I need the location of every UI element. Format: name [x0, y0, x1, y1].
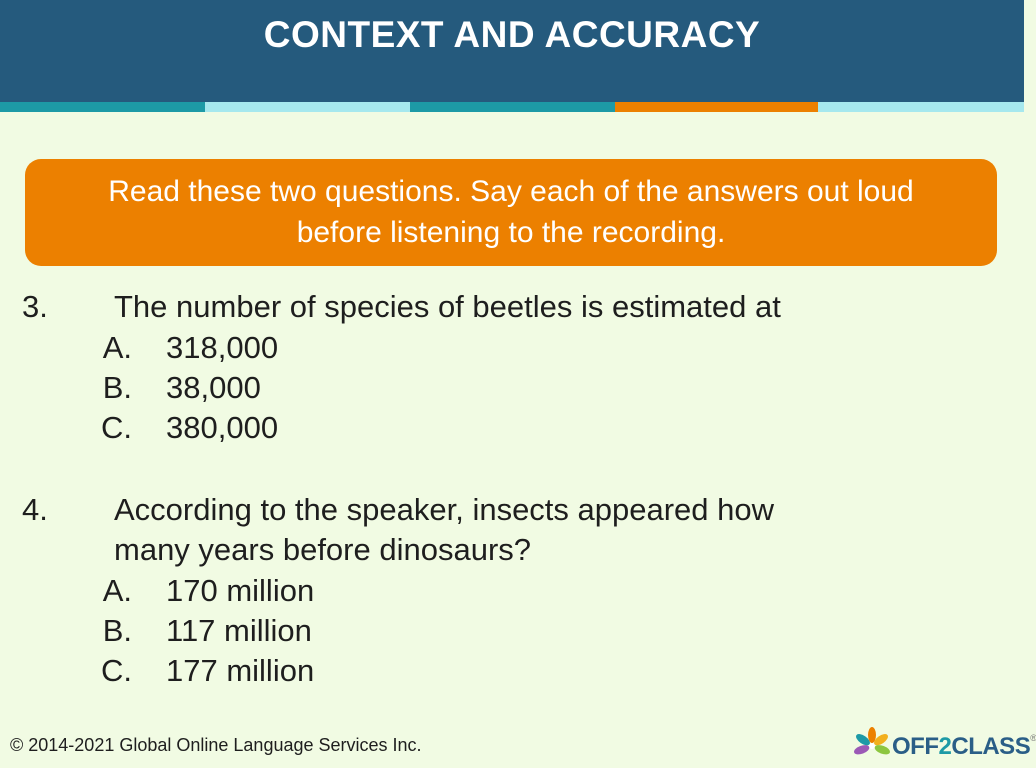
option-letter: B.	[102, 613, 132, 648]
instruction-line: Read these two questions. Say each of the answers out loud	[108, 175, 914, 208]
header-stripe	[0, 102, 205, 112]
option-text: 117 million	[166, 613, 312, 648]
flower-icon	[852, 722, 892, 766]
option-letter: C.	[101, 653, 132, 688]
question-number: 3.	[22, 289, 48, 324]
header-stripe	[818, 102, 1024, 112]
registered-mark: ®	[1030, 733, 1036, 743]
logo-wordmark	[892, 733, 1036, 761]
logo-text-part: CLASS	[951, 733, 1031, 760]
instruction-box	[25, 159, 997, 266]
option-text: 318,000	[166, 330, 279, 365]
slide-header	[0, 0, 1024, 102]
question-stem: According to the speaker, insects appeared how	[114, 492, 775, 527]
instruction-line: before listening to the recording.	[296, 216, 726, 249]
logo-text-part: 2	[938, 733, 952, 760]
option-text: 177 million	[166, 653, 315, 688]
slide-title: CONTEXT AND ACCURACY	[263, 14, 761, 55]
header-stripe	[410, 102, 615, 112]
option-letter: C.	[101, 410, 132, 445]
header-stripe	[205, 102, 410, 112]
option-text: 380,000	[166, 410, 279, 445]
logo-text-part: OFF	[892, 733, 939, 760]
off2class-logo	[852, 720, 1036, 768]
question-stem: The number of species of beetles is estimated at	[114, 289, 781, 324]
option-text: 170 million	[166, 573, 315, 608]
option-letter: B.	[102, 370, 132, 405]
question-number: 4.	[22, 492, 48, 527]
option-letter: A.	[102, 573, 132, 608]
header-stripe	[615, 102, 818, 112]
copyright-text: © 2014-2021 Global Online Language Services Inc.	[10, 735, 422, 755]
option-letter: A.	[102, 330, 132, 365]
option-text: 38,000	[166, 370, 261, 405]
question-stem: many years before dinosaurs?	[114, 532, 532, 567]
